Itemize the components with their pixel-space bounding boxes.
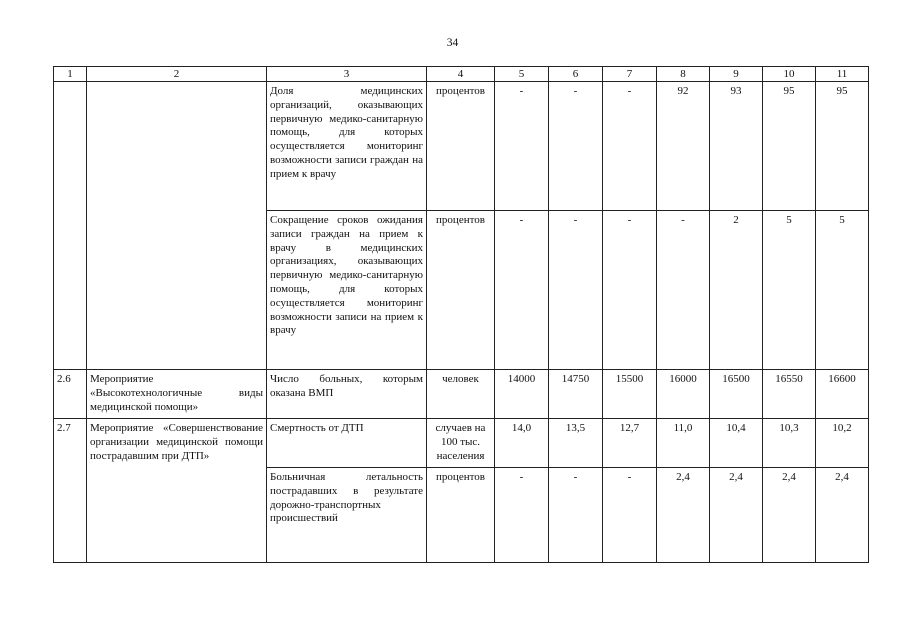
value-cell: 5 bbox=[816, 211, 869, 370]
value-cell: - bbox=[495, 211, 549, 370]
value-cell: 10,3 bbox=[763, 419, 816, 468]
header-cell: 8 bbox=[657, 67, 710, 82]
value-cell: 93 bbox=[710, 82, 763, 211]
header-cell: 4 bbox=[427, 67, 495, 82]
value-cell: 10,4 bbox=[710, 419, 763, 468]
header-cell: 2 bbox=[87, 67, 267, 82]
indicator-cell: Доля медицинских организаций, оказывающих первичную медико-санитарную помощь, для которых осуществляется мониторинг возможности записи граждан на прием к врачу bbox=[267, 82, 427, 211]
unit-cell: процентов bbox=[427, 468, 495, 563]
header-cell: 1 bbox=[54, 67, 87, 82]
value-cell: - bbox=[603, 211, 657, 370]
value-cell: - bbox=[495, 468, 549, 563]
value-cell: 14,0 bbox=[495, 419, 549, 468]
value-cell: - bbox=[603, 468, 657, 563]
page-number: 34 bbox=[446, 37, 459, 49]
value-cell: 14750 bbox=[549, 370, 603, 419]
value-cell: 10,2 bbox=[816, 419, 869, 468]
value-cell: 2,4 bbox=[763, 468, 816, 563]
indicators-table bbox=[53, 66, 869, 563]
measure-cell bbox=[87, 82, 267, 370]
unit-cell: процентов bbox=[427, 82, 495, 211]
value-cell: - bbox=[549, 211, 603, 370]
value-cell: 95 bbox=[816, 82, 869, 211]
indicator-cell: Больничная летальность пострадавших в результате дорожно-транспортных происшествий bbox=[267, 468, 427, 563]
indicator-cell: Сокращение сроков ожидания записи граждан на прием к врачу в медицинских организациях, оказывающих первичную медико-санитарную помощь, для которых осуществляется мониторинг возможности записи на прием к врачу bbox=[267, 211, 427, 370]
value-cell: 13,5 bbox=[549, 419, 603, 468]
value-cell: 16000 bbox=[657, 370, 710, 419]
table-row bbox=[54, 82, 869, 211]
value-cell: - bbox=[549, 468, 603, 563]
value-cell: 14000 bbox=[495, 370, 549, 419]
header-cell: 7 bbox=[603, 67, 657, 82]
measure-cell: Мероприятие «Совершенствование организации медицинской помощи пострадавшим при ДТП» bbox=[87, 419, 267, 563]
header-cell: 11 bbox=[816, 67, 869, 82]
value-cell: 95 bbox=[763, 82, 816, 211]
row-number-cell: 2.7 bbox=[54, 419, 87, 563]
value-cell: - bbox=[657, 211, 710, 370]
value-cell: - bbox=[549, 82, 603, 211]
value-cell: 92 bbox=[657, 82, 710, 211]
value-cell: - bbox=[603, 82, 657, 211]
value-cell: 16500 bbox=[710, 370, 763, 419]
row-number-cell bbox=[54, 82, 87, 370]
value-cell: 16600 bbox=[816, 370, 869, 419]
row-number-cell: 2.6 bbox=[54, 370, 87, 419]
value-cell: 2,4 bbox=[816, 468, 869, 563]
value-cell: 2,4 bbox=[657, 468, 710, 563]
header-cell: 10 bbox=[763, 67, 816, 82]
header-cell: 5 bbox=[495, 67, 549, 82]
table-row bbox=[54, 419, 869, 468]
value-cell: 2,4 bbox=[710, 468, 763, 563]
value-cell: - bbox=[495, 82, 549, 211]
value-cell: 16550 bbox=[763, 370, 816, 419]
unit-cell: человек bbox=[427, 370, 495, 419]
indicator-cell: Число больных, которым оказана ВМП bbox=[267, 370, 427, 419]
value-cell: 12,7 bbox=[603, 419, 657, 468]
header-cell: 6 bbox=[549, 67, 603, 82]
header-cell: 9 bbox=[710, 67, 763, 82]
value-cell: 11,0 bbox=[657, 419, 710, 468]
table-header-row bbox=[54, 67, 869, 82]
table-row bbox=[54, 370, 869, 419]
value-cell: 2 bbox=[710, 211, 763, 370]
unit-cell: случаев на 100 тыс. населения bbox=[427, 419, 495, 468]
measure-cell: Мероприятие «Высокотехнологичные виды медицинской помощи» bbox=[87, 370, 267, 419]
value-cell: 15500 bbox=[603, 370, 657, 419]
header-cell: 3 bbox=[267, 67, 427, 82]
value-cell: 5 bbox=[763, 211, 816, 370]
indicator-cell: Смертность от ДТП bbox=[267, 419, 427, 468]
unit-cell: процентов bbox=[427, 211, 495, 370]
